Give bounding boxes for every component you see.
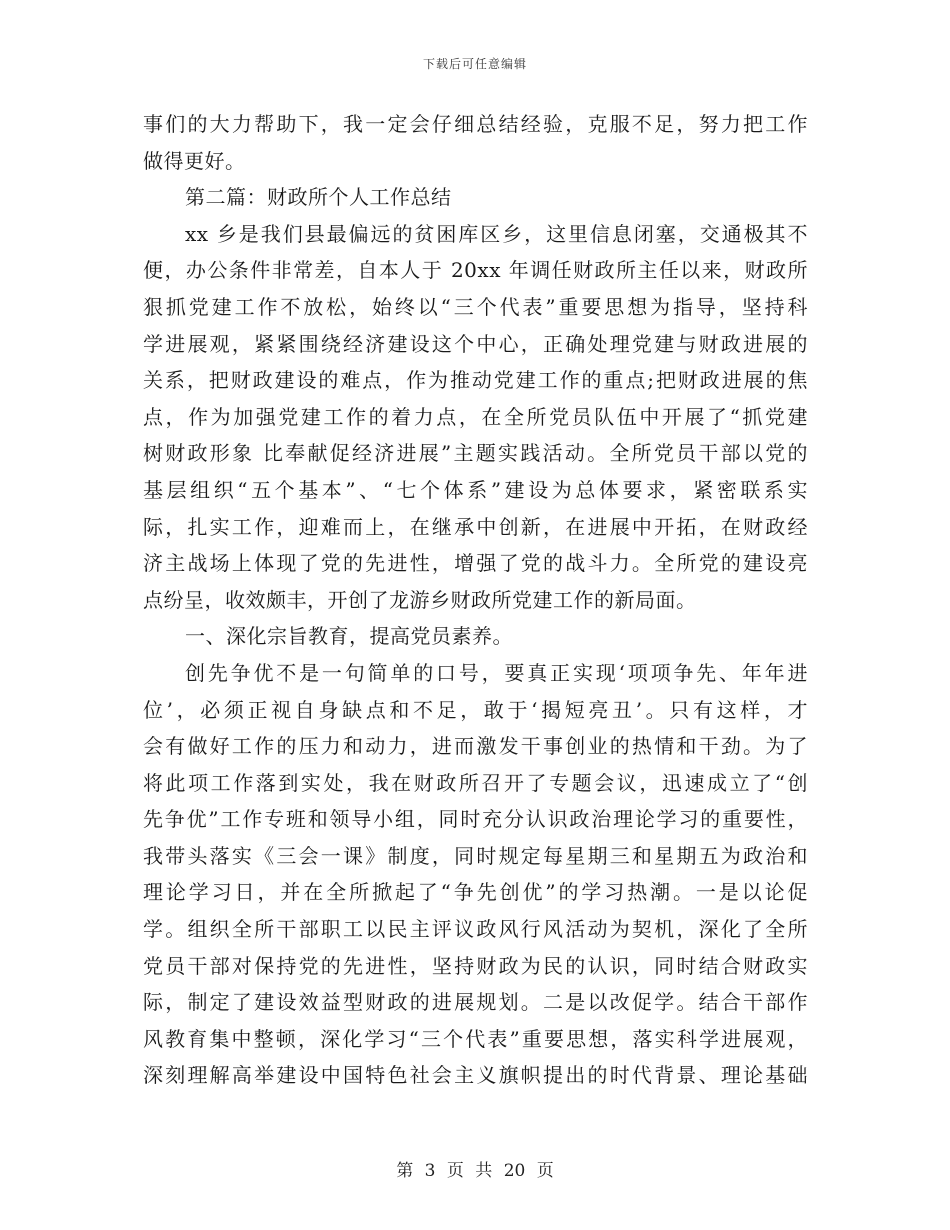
text-line: 基层组织“五个基本”、“七个体系”建设为总体要求，紧密联系实 (143, 477, 808, 502)
text-line: 事们的大力帮助下，我一定会仔细总结经验，克服不足，努力把工作 (143, 112, 808, 136)
text-line: 位’，必须正视自身缺点和不足，敢于‘揭短亮丑’。只有这样，才 (143, 697, 808, 722)
page-number: 第 3 页 共 20 页 (396, 1161, 554, 1181)
page-header-note: 下载后可任意编辑 (422, 57, 527, 71)
text-line: 理论学习日，并在全所掀起了“争先创优”的学习热潮。一是以论促 (143, 880, 808, 905)
text-line: 学。组织全所干部职工以民主评议政风行风活动为契机，深化了全所 (143, 917, 808, 942)
text-line: 深刻理解高举建设中国特色社会主义旗帜提出的时代背景、理论基础 (143, 1063, 808, 1088)
text-line: 学进展观，紧紧围绕经济建设这个中心，正确处理党建与财政进展的 (143, 331, 808, 356)
text-line: 点纷呈，收效颇丰，开创了龙游乡财政所党建工作的新局面。 (143, 587, 697, 612)
section-heading: 第二篇：财政所个人工作总结 (185, 185, 452, 210)
text-line: 先争优”工作专班和领导小组，同时充分认识政治理论学习的重要性， (143, 807, 808, 832)
document-body (143, 106, 808, 1094)
text-line: 际，制定了建设效益型财政的进展规划。二是以改促学。结合干部作 (143, 990, 808, 1015)
text-line: 际，扎实工作，迎难而上，在继承中创新，在进展中开拓，在财政经 (143, 514, 808, 539)
text-line: 将此项工作落到实处，我在财政所召开了专题会议，迅速成立了“创 (143, 770, 808, 795)
text-line: 我带头落实《三会一课》制度，同时规定每星期三和星期五为政治和 (143, 843, 808, 868)
text-line: 会有做好工作的压力和动力，进而激发干事创业的热情和干劲。为了 (143, 734, 808, 759)
text-line: 关系，把财政建设的难点，作为推动党建工作的重点;把财政进展的焦 (143, 368, 808, 393)
text-line: xx 乡是我们县最偏远的贫困库区乡，这里信息闭塞，交通极其不 (185, 221, 808, 246)
text-line: 济主战场上体现了党的先进性，增强了党的战斗力。全所党的建设亮 (143, 551, 808, 576)
text-line: 点，作为加强党建工作的着力点，在全所党员队伍中开展了“抓党建 (143, 404, 808, 429)
text-line: 便，办公条件非常差，自本人于 20xx 年调任财政所主任以来，财政所 (143, 258, 808, 283)
text-line: 党员干部对保持党的先进性，坚持财政为民的认识，同时结合财政实 (143, 953, 808, 978)
text-line: 树财政形象 比奉献促经济进展”主题实践活动。全所党员干部以党的 (143, 441, 808, 466)
subsection-heading: 一、深化宗旨教育，提高党员素养。 (185, 624, 513, 649)
text-line: 狠抓党建工作不放松，始终以“三个代表”重要思想为指导，坚持科 (143, 294, 808, 319)
text-line: 风教育集中整顿，深化学习“三个代表”重要思想，落实科学进展观， (143, 1026, 808, 1051)
text-line: 创先争优不是一句简单的口号，要真正实现‘项项争先、年年进 (185, 660, 808, 685)
text-line: 做得更好。 (143, 148, 246, 173)
